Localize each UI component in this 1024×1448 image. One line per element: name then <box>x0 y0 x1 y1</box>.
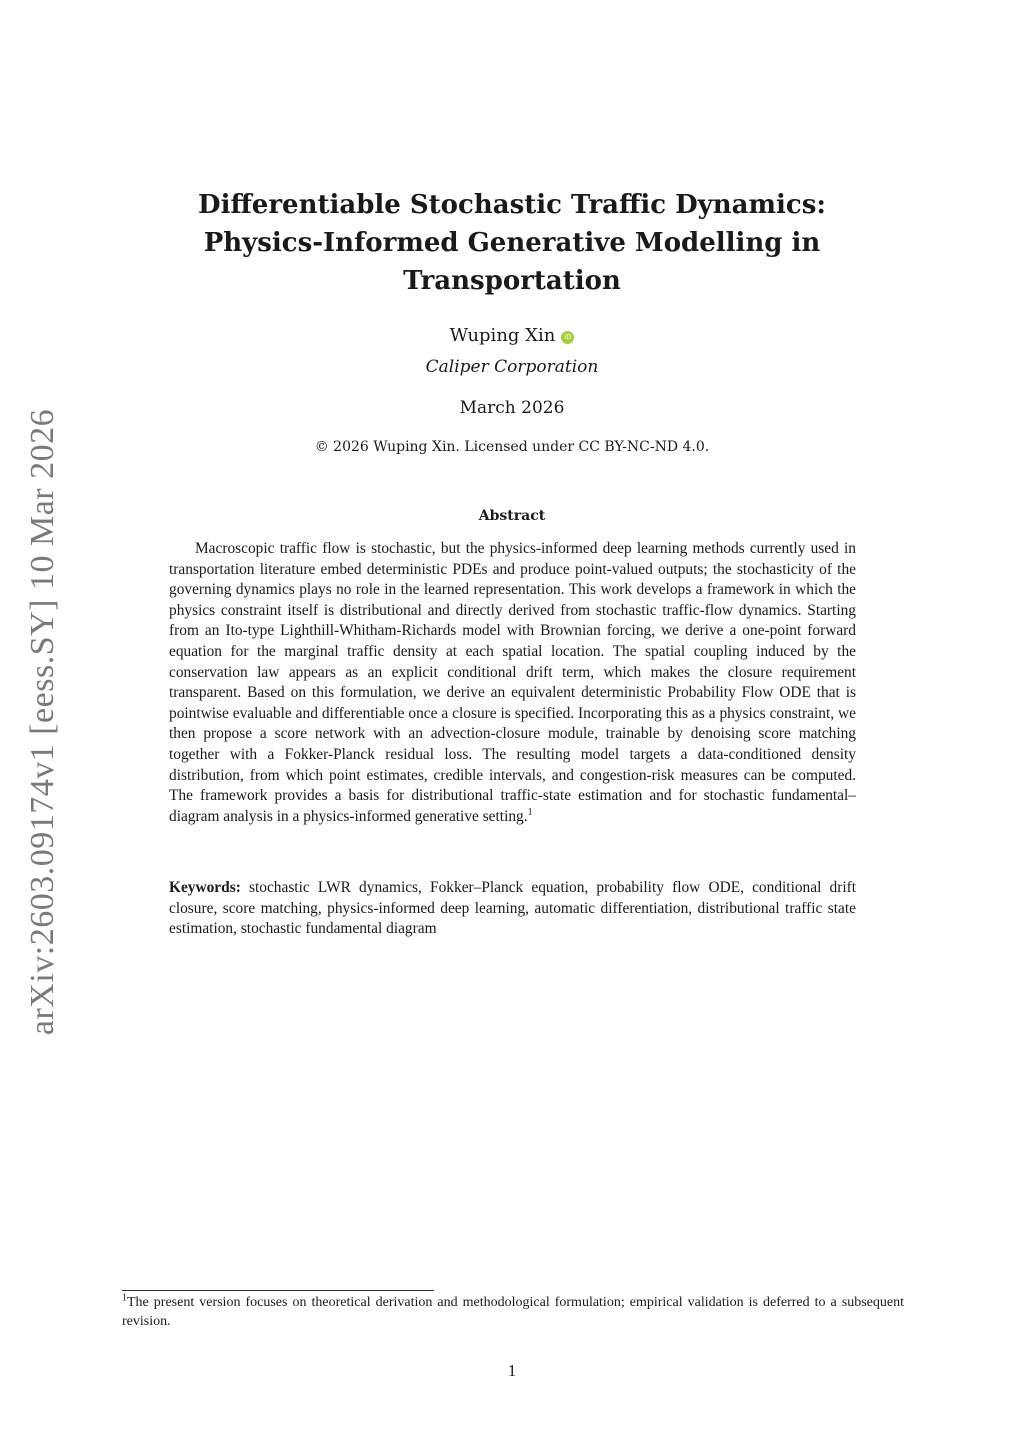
title-line-3: Transportation <box>403 266 621 296</box>
footnote-reference[interactable]: 1 <box>527 806 533 818</box>
author-affiliation: Caliper Corporation <box>425 357 599 377</box>
footnote-divider <box>122 1290 434 1291</box>
author-name: Wuping Xin <box>449 325 556 346</box>
author-block <box>0 325 1024 346</box>
abstract-body <box>169 539 856 827</box>
abstract-text: Macroscopic traffic flow is stochastic, but the physics-informed deep learning methods currently used in transportation literature embed deterministic PDEs and produce point-valued outputs; the stochasticity of the governing dynamics plays no role in the learned representation. This work develops a framework in which the physics constraint itself is distributional and directly derived from stochastic traffic-flow dynamics. Starting from an Ito-type Lighthill-Whitham-Richards model with Brownian forcing, we derive a one-point forward equation for the marginal traffic density at each spatial location. The spatial coupling induced by the conservation law appears as an explicit conditional drift term, which makes the closure requirement transparent. Based on this formulation, we derive an equivalent deterministic Probability Flow ODE that is pointwise evaluable and differentiable once a closure is specified. Incorporating this as a physics constraint, we then propose a score network with an advection-closure module, trainable by denoising score matching together with a Fokker-Planck residual loss. The resulting model targets a data-conditioned density distribution, from which point estimates, credible intervals, and congestion-risk measures can be computed. The framework provides a basis for distributional traffic-state estimation and for stochastic fundamental–diagram analysis in a physics-informed generative setting. <box>169 540 856 825</box>
keywords-label: Keywords: <box>169 879 241 896</box>
keywords-text: stochastic LWR dynamics, Fokker–Planck equation, probability flow ODE, conditional drift closure, score matching, physics-informed deep learning, automatic differentiation, distributional traffic state estimation, stochastic fundamental diagram <box>169 879 856 938</box>
abstract-heading: Abstract <box>478 508 546 524</box>
keywords-block <box>169 878 856 940</box>
footnote-text: The present version focuses on theoretical derivation and methodological formulation; empirical validation is deferred to a subsequent revision. <box>122 1295 904 1329</box>
license-notice: © 2026 Wuping Xin. Licensed under CC BY-NC-ND 4.0. <box>314 439 710 455</box>
title-line-1: Differentiable Stochastic Traffic Dynamics: <box>198 190 826 220</box>
footnote-mark: 1 <box>122 1292 127 1304</box>
arxiv-identifier-stamp[interactable]: arXiv:2603.09174v1 [eess.SY] 10 Mar 2026 <box>24 408 61 1036</box>
paper-title <box>140 186 884 300</box>
title-line-2: Physics-Informed Generative Modelling in <box>203 228 821 258</box>
page-number: 1 <box>507 1361 517 1380</box>
footnote <box>122 1293 904 1331</box>
orcid-icon[interactable]: iD <box>561 331 574 344</box>
publication-date: March 2026 <box>459 398 565 418</box>
